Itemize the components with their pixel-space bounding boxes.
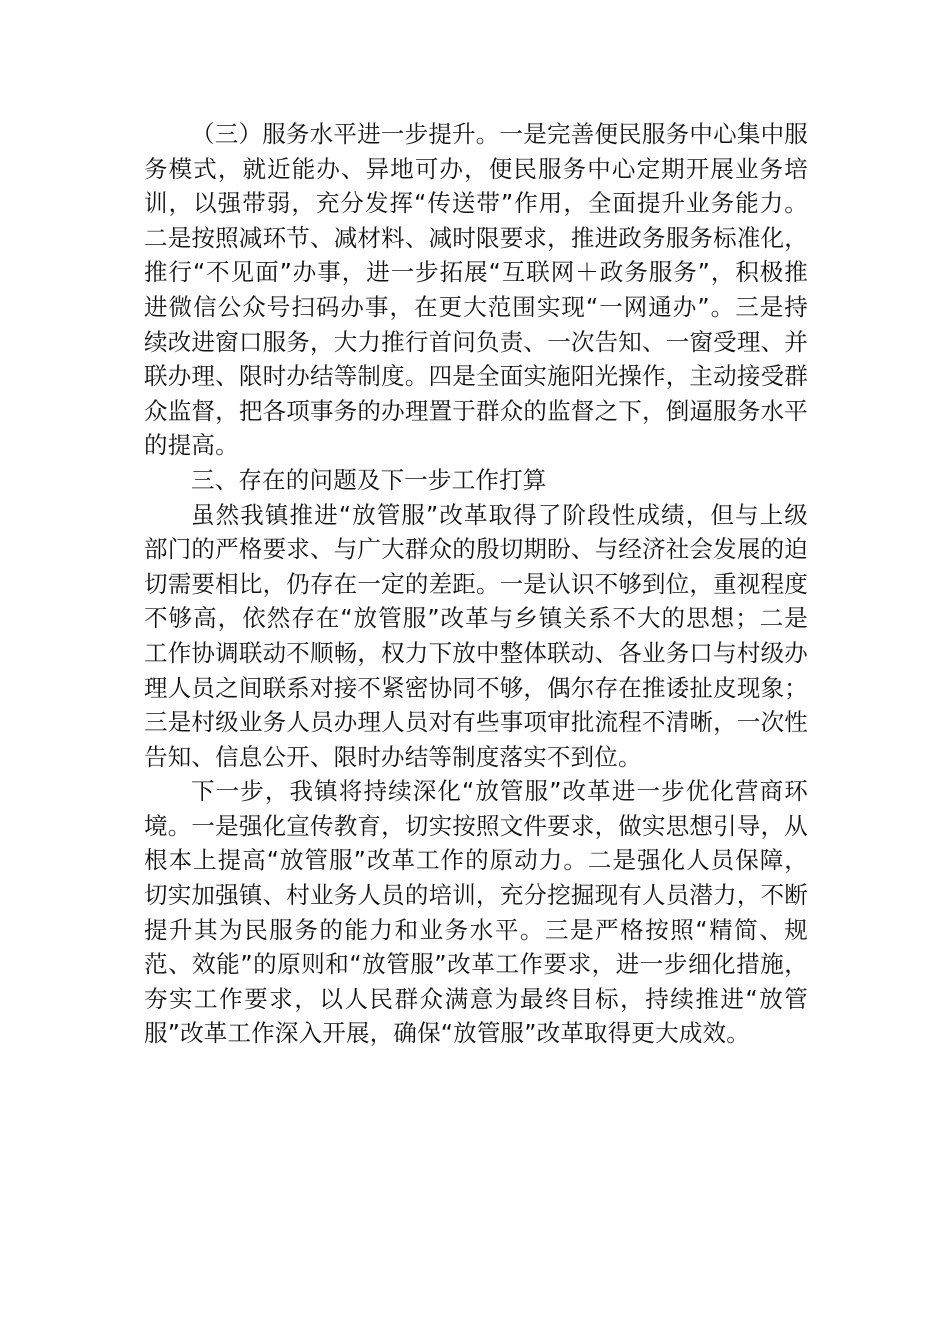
paragraph-existing-problems: 虽然我镇推进“放管服”改革取得了阶段性成绩，但与上级部门的严格要求、与广大群众的殷切期盼、与经济社会发展的迫切需要相比，仍存在一定的差距。一是认识不够到位，重视程度不够高，依然存在“放管服”改革与乡镇关系不大的思想；二是工作协调联动不顺畅，权力下放中整体联动、各业务口与村级办理人员之间联系对接不紧密协同不够，偶尔存在推诿扯皮现象；三是村级业务人员办理人员对有些事项审批流程不清晰，一次性告知、信息公开、限时办结等制度落实不到位。 — [144, 500, 808, 771]
paragraph-next-steps: 下一步，我镇将持续深化“放管服”改革进一步优化营商环境。一是强化宣传教育，切实按照文件要求，做实思想引导，从根本上提高“放管服”改革工作的原动力。二是强化人员保障，切实加强镇、村业务人员的培训，充分挖掘现有人员潜力，不断提升其为民服务的能力和业务水平。三是严格按照“精简、规范、效能”的原则和“放管服”改革工作要求，进一步细化措施，夯实工作要求，以人民群众满意为最终目标，持续推进“放管服”改革工作深入开展，确保“放管服”改革取得更大成效。 — [144, 777, 808, 1048]
document-body — [144, 117, 808, 1051]
paragraph-service-level: （三）服务水平进一步提升。一是完善便民服务中心集中服务模式，就近能办、异地可办，便民服务中心定期开展业务培训，以强带弱，充分发挥“传送带”作用，全面提升业务能力。二是按照减环节、减材料、减时限要求，推进政务服务标准化，推行“不见面”办事，进一步拓展“互联网＋政务服务”，积极推进微信公众号扫码办事，在更大范围实现“一网通办”。三是持续改进窗口服务，大力推行首问负责、一次告知、一窗受理、并联办理、限时办结等制度。四是全面实施阳光操作，主动接受群众监督，把各项事务的办理置于群众的监督之下，倒逼服务水平的提高。 — [144, 120, 808, 460]
section-heading-problems-next-steps: 三、存在的问题及下一步工作打算 — [191, 465, 547, 494]
